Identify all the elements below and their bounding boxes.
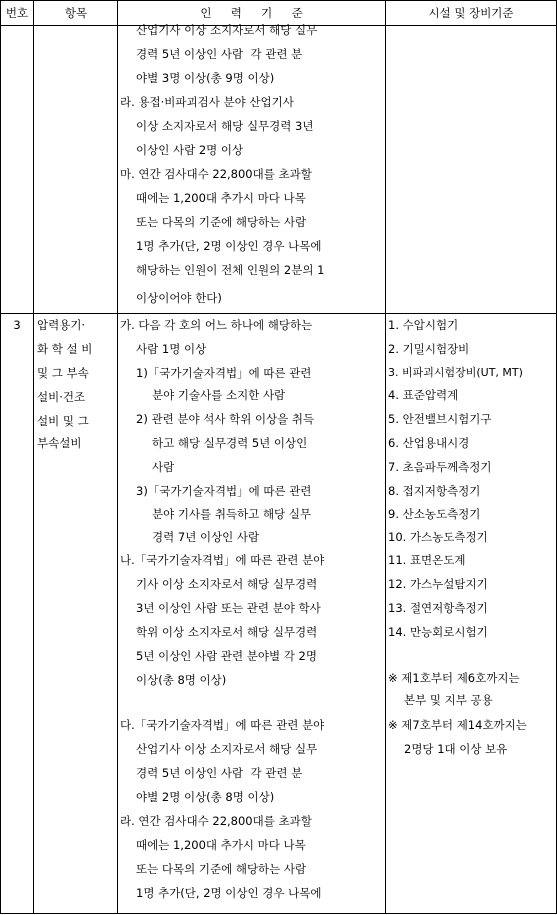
list-item: 10. 가스농도측정기 xyxy=(388,530,488,544)
text-line: 가. 다음 각 호의 어느 하나에 해당하는 xyxy=(120,318,313,332)
text-line: 산업기사 이상 소지자로서 해당 실무 xyxy=(136,742,318,756)
list-item: 5. 안전밸브시험기구 xyxy=(388,412,492,426)
text-line: 사람 1명 이상 xyxy=(136,342,207,356)
list-item: 13. 절연저항측정기 xyxy=(388,601,488,615)
text-line: 이상인 사람 2명 이상 xyxy=(136,143,244,157)
text-line: 이상(총 8명 이상) xyxy=(136,673,227,687)
list-item: 11. 표면온도계 xyxy=(388,553,466,567)
text-line: 해당하는 인원이 전체 인원의 2분의 1 xyxy=(136,263,325,277)
table-top-border xyxy=(0,0,557,1)
text-line: 나.「국가기술자격법」에 따른 관련 분야 xyxy=(120,553,325,567)
note-line: ※ 제7호부터 제14호까지는 xyxy=(388,718,527,732)
text-line: 또는 다목의 기준에 해당하는 사람 xyxy=(136,215,307,229)
text-line: 분야 기사를 취득하고 해당 실무 xyxy=(152,507,312,521)
text-line: 야별 2명 이상(총 8명 이상) xyxy=(136,790,275,804)
text-line: 1명 추가(단, 2명 이상인 경우 나목에 xyxy=(136,886,322,900)
list-item: 4. 표준압력계 xyxy=(388,388,459,402)
table-left-border xyxy=(0,0,1,914)
text-line: 압력용기· xyxy=(37,318,86,332)
text-line: 5년 이상인 사람 관련 분야별 각 2명 xyxy=(136,649,317,663)
note-line: 2명당 1대 이상 보유 xyxy=(404,742,508,756)
text-line: 설비 및 그 xyxy=(37,414,89,428)
table-bottom-border xyxy=(0,913,557,914)
text-line: 이상이어야 한다) xyxy=(136,291,222,305)
text-line: 부속설비 xyxy=(37,436,82,450)
text-line: 때에는 1,200대 추가시 마다 나목 xyxy=(136,838,306,852)
header-item: 항목 xyxy=(64,6,88,20)
text-line: 설비·건조 xyxy=(37,390,86,404)
text-line: 하고 해당 실무경력 5년 이상인 xyxy=(152,436,308,450)
text-line: 때에는 1,200대 추가시 마다 나목 xyxy=(136,191,306,205)
text-line: 기사 이상 소지자로서 해당 실무경력 xyxy=(136,577,318,591)
note-line: 본부 및 지부 공용 xyxy=(404,693,493,707)
text-line: 경력 5년 이상인 사람 각 관련 분 xyxy=(136,47,303,61)
text-line: 또는 다목의 기준에 해당하는 사람 xyxy=(136,862,307,876)
row-divider xyxy=(0,313,557,314)
list-item: 2. 기밀시험장비 xyxy=(388,342,470,356)
text-line: 경력 7년 이상인 사람 xyxy=(152,530,260,544)
text-line: 2) 관련 분야 석사 학위 이상을 취득 xyxy=(136,412,315,426)
text-line: 야별 3명 이상(총 9명 이상) xyxy=(136,71,275,85)
header-personnel: 인 력 기 준 xyxy=(200,6,303,20)
list-item: 7. 초음파두께측정기 xyxy=(388,460,492,474)
column-divider-1 xyxy=(33,0,34,914)
text-line: 분야 기술사를 소지한 사람 xyxy=(152,388,286,402)
text-line: 라. 용접·비파괴검사 분야 산업기사 xyxy=(120,95,294,109)
note-line: ※ 제1호부터 제6호까지는 xyxy=(388,671,520,685)
text-line: 사람 xyxy=(152,460,175,474)
text-line: 학위 이상 소지자로서 해당 실무경력 xyxy=(136,625,318,639)
list-item: 8. 접지저항측정기 xyxy=(388,484,481,498)
list-item: 9. 산소농도측정기 xyxy=(388,507,481,521)
list-item: 1. 수압시험기 xyxy=(388,318,459,332)
text-line: 마. 연간 검사대수 22,800대를 초과할 xyxy=(120,167,312,181)
header-no: 번호 xyxy=(5,6,29,20)
list-item: 3. 비파괴시험장비(UT, MT) xyxy=(388,366,523,379)
column-divider-2 xyxy=(117,0,118,914)
text-line: 화 학 설 비 xyxy=(37,342,93,356)
list-item: 14. 만능회로시험기 xyxy=(388,625,488,639)
header-facility: 시설 및 장비기준 xyxy=(428,6,514,20)
text-line: 다.「국가기술자격법」에 따른 관련 분야 xyxy=(120,718,325,732)
text-line: 및 그 부속 xyxy=(37,366,89,380)
text-line: 1)「국가기술자격법」에 따른 관련 xyxy=(136,366,312,380)
text-line: 경력 5년 이상인 사람 각 관련 분 xyxy=(136,766,303,780)
text-line: 1명 추가(단, 2명 이상인 경우 나목에 xyxy=(136,239,322,253)
list-item: 12. 가스누설탐지기 xyxy=(388,577,488,591)
text-line: 3년 이상인 사람 또는 관련 분야 학사 xyxy=(136,601,321,615)
text-line: 산업기사 이상 소지자로서 해당 실무 xyxy=(136,23,318,37)
row3-number: 3 xyxy=(13,318,21,332)
text-line: 라. 연간 검사대수 22,800대를 초과할 xyxy=(120,814,312,828)
column-divider-3 xyxy=(385,0,386,914)
list-item: 6. 산업용내시경 xyxy=(388,436,470,450)
text-line: 이상 소지자로서 해당 실무경력 3년 xyxy=(136,119,314,133)
text-line: 3)「국가기술자격법」에 따른 관련 xyxy=(136,484,312,498)
